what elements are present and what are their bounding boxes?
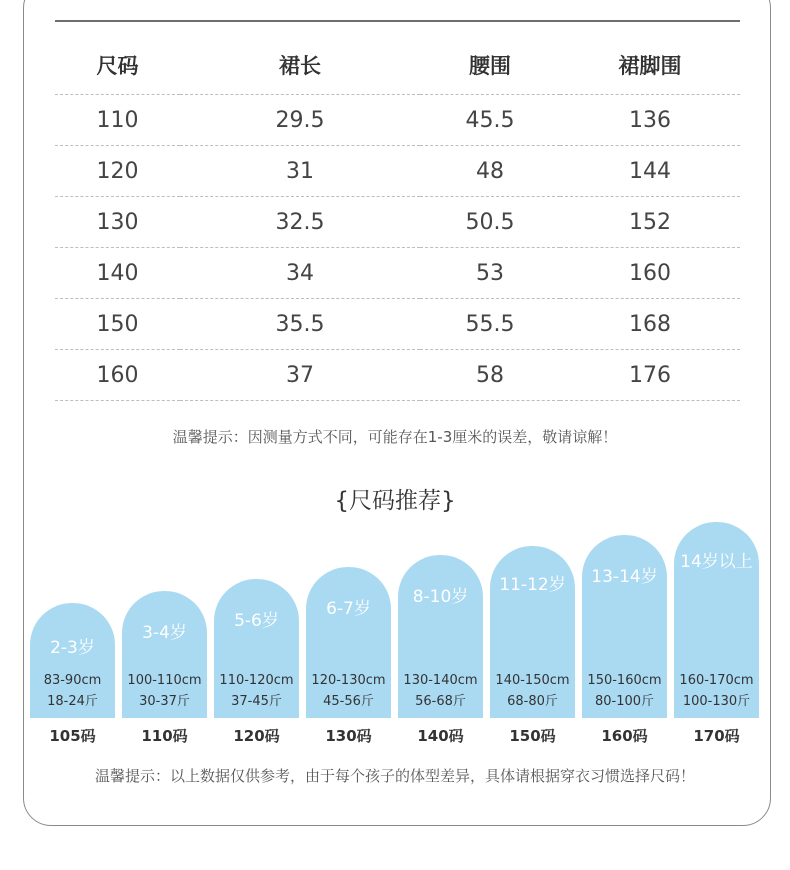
header-waist: 腰围 [420, 36, 560, 95]
top-divider [55, 20, 740, 22]
cell-waist: 58 [420, 350, 560, 401]
cell-waist: 55.5 [420, 299, 560, 350]
age-label: 14岁以上 [680, 552, 753, 572]
recommend-column-110 [122, 591, 207, 718]
recommend-column-160 [582, 535, 667, 718]
cell-hem: 136 [560, 95, 740, 146]
cell-skirt-length: 32.5 [180, 197, 420, 248]
weight-range: 100-130斤 [682, 694, 751, 709]
weight-range: 80-100斤 [594, 694, 655, 709]
cell-hem: 152 [560, 197, 740, 248]
age-label: 8-10岁 [412, 587, 469, 607]
size-code: 140码 [417, 727, 464, 745]
size-code: 170码 [693, 727, 740, 745]
cell-skirt-length: 29.5 [180, 95, 420, 146]
height-range: 83-90cm [43, 673, 102, 688]
recommend-column-150 [490, 546, 575, 718]
height-range: 140-150cm [495, 673, 570, 688]
cell-hem: 160 [560, 248, 740, 299]
header-hem: 裙脚围 [560, 36, 740, 95]
size-code: 105码 [49, 727, 96, 745]
size-code: 130码 [325, 727, 372, 745]
height-range: 110-120cm [219, 673, 294, 688]
cell-waist: 48 [420, 146, 560, 197]
table-row [55, 350, 740, 401]
size-table [55, 36, 740, 401]
weight-range: 30-37斤 [139, 694, 190, 709]
height-range: 120-130cm [311, 673, 386, 688]
table-row [55, 95, 740, 146]
cell-size: 160 [55, 350, 180, 401]
age-label: 2-3岁 [50, 638, 95, 658]
table-header-row [55, 36, 740, 95]
age-label: 13-14岁 [591, 567, 658, 587]
table-row [55, 299, 740, 350]
age-label: 5-6岁 [234, 611, 279, 631]
cell-hem: 144 [560, 146, 740, 197]
age-label: 3-4岁 [142, 623, 187, 643]
cell-size: 110 [55, 95, 180, 146]
age-label: 6-7岁 [326, 599, 371, 619]
height-range: 160-170cm [679, 673, 754, 688]
height-range: 150-160cm [587, 673, 662, 688]
size-code: 150码 [509, 727, 556, 745]
weight-range: 45-56斤 [323, 694, 374, 709]
height-range: 130-140cm [403, 673, 478, 688]
weight-range: 37-45斤 [231, 694, 282, 709]
size-code: 120码 [233, 727, 280, 745]
size-code: 160码 [601, 727, 648, 745]
cell-waist: 50.5 [420, 197, 560, 248]
cell-skirt-length: 34 [180, 248, 420, 299]
cell-skirt-length: 31 [180, 146, 420, 197]
table-row [55, 248, 740, 299]
height-range: 100-110cm [127, 673, 202, 688]
weight-range: 68-80斤 [507, 694, 558, 709]
size-code: 110码 [141, 727, 188, 745]
recommend-column-140 [398, 555, 483, 718]
recommend-column-170 [674, 522, 759, 718]
recommend-column-130 [306, 567, 391, 718]
recommend-column-105 [30, 603, 115, 718]
cell-waist: 45.5 [420, 95, 560, 146]
cell-size: 140 [55, 248, 180, 299]
age-label: 11-12岁 [499, 575, 566, 595]
weight-range: 56-68斤 [415, 694, 466, 709]
header-skirt-length: 裙长 [180, 36, 420, 95]
cell-hem: 176 [560, 350, 740, 401]
table-row [55, 197, 740, 248]
cell-skirt-length: 37 [180, 350, 420, 401]
measurement-note: 温馨提示：因测量方式不同，可能存在1-3厘米的误差，敬请谅解！ [172, 428, 618, 446]
header-size: 尺码 [55, 36, 180, 95]
reference-note: 温馨提示：以上数据仅供参考，由于每个孩子的体型差异，具体请根据穿衣习惯选择尺码！ [94, 767, 695, 785]
cell-hem: 168 [560, 299, 740, 350]
cell-size: 120 [55, 146, 180, 197]
cell-size: 130 [55, 197, 180, 248]
cell-skirt-length: 35.5 [180, 299, 420, 350]
table-row [55, 146, 740, 197]
cell-waist: 53 [420, 248, 560, 299]
recommend-title: {尺码推荐} [334, 488, 456, 514]
cell-size: 150 [55, 299, 180, 350]
weight-range: 18-24斤 [47, 694, 98, 709]
recommend-column-120 [214, 579, 299, 718]
